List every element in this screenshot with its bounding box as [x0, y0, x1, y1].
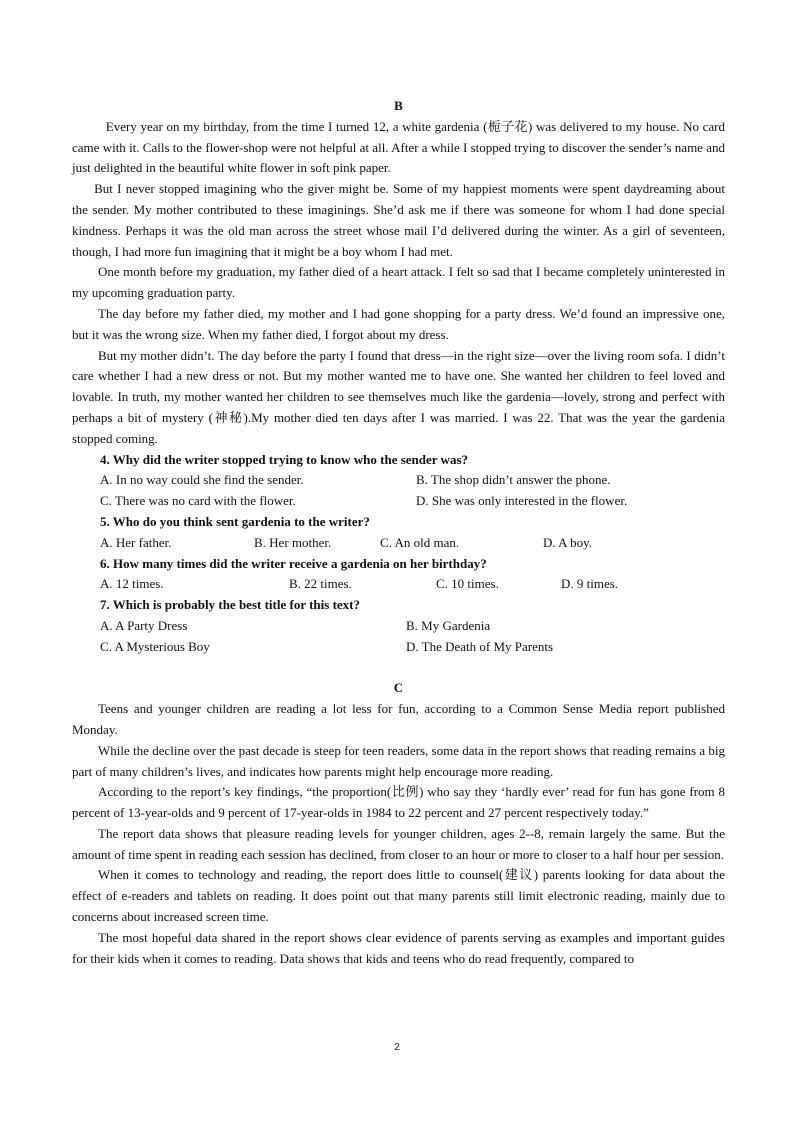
section-c-paragraph-3: According to the report’s key findings, “the proportion(比例) who say they ‘hardly ever’ read for fun has gone from 8 percent of 13-year-olds and 9 percent of 17-year-olds in 1984 to 22 percent and 27 percent respectively today.”: [72, 784, 725, 821]
question-4-options: [72, 470, 725, 512]
question-4-stem: 4. Why did the writer stopped trying to know who the sender was?: [100, 451, 469, 467]
question-7-options: [72, 616, 725, 658]
question-6-stem: 6. How many times did the writer receive a gardenia on her birthday?: [100, 555, 487, 571]
section-c-heading: C: [393, 680, 404, 696]
section-spacer: [72, 658, 725, 679]
section-c-paragraph-2: While the decline over the past decade is steep for teen readers, some data in the report shows that reading remains a big part of many children’s lives, and indicates how parents might help encourage more reading.: [72, 742, 725, 779]
question-7-stem: 7. Which is probably the best title for this text?: [100, 597, 361, 613]
question-7-option-a: A. A Party Dress: [100, 617, 188, 633]
section-c-paragraph-6: The most hopeful data shared in the report shows clear evidence of parents serving as examples and important guides for their kids when it comes to reading. Data shows that kids and teens who do read frequently, compared to: [72, 929, 725, 966]
section-b-paragraph-3: One month before my graduation, my father died of a heart attack. I felt so sad that I became completely uninterested in my upcoming graduation party.: [72, 264, 725, 301]
section-b-heading: B: [394, 98, 403, 113]
question-6-option-c: C. 10 times.: [436, 576, 499, 592]
question-7-option-c: C. A Mysterious Boy: [100, 638, 210, 654]
question-4-option-b: B. The shop didn’t answer the phone.: [416, 472, 611, 488]
question-4-option-a: A. In no way could she find the sender.: [100, 472, 304, 488]
section-b-paragraph-5: But my mother didn’t. The day before the party I found that dress—in the right size—over the living room sofa. I didn’t care whether I had a new dress or not. But my mother wanted me to have one. She wanted her children to feel loved and lovable. In truth, my mother wanted her children to see themselves much like the gardenia—lovely, strong and perfect with perhaps a bit of mystery (神秘).My mother died ten days after I was married. I was 22. That was the year the gardenia stopped coming.: [72, 347, 725, 446]
document-page: [72, 96, 725, 969]
question-5-option-d: D. A boy.: [543, 534, 592, 550]
question-5-stem: 5. Who do you think sent gardenia to the writer?: [100, 513, 370, 529]
section-c-paragraph-5: When it comes to technology and reading, the report does little to counsel(建议) parents looking for data about the effect of e-readers and tablets on reading. It does point out that many parents still limit electronic reading, mainly due to concerns about increased screen time.: [72, 867, 725, 925]
question-7-option-b: B. My Gardenia: [406, 617, 491, 633]
question-5-option-b: B. Her mother.: [254, 534, 332, 550]
page-number: 2: [394, 1042, 400, 1053]
section-c-paragraph-4: The report data shows that pleasure reading levels for younger children, ages 2--8, remain largely the same. But the amount of time spent in reading each session has declined, from closer to an hour or more to closer to a half hour per session.: [72, 825, 725, 862]
question-6-options: [72, 574, 725, 595]
question-6-option-d: D. 9 times.: [561, 576, 619, 592]
question-4-option-d: D. She was only interested in the flower.: [416, 493, 628, 509]
question-5-options: [72, 533, 725, 554]
question-6-option-b: B. 22 times.: [289, 576, 352, 592]
question-5-option-c: C. An old man.: [380, 534, 460, 550]
section-b-paragraph-1: Every year on my birthday, from the time I turned 12, a white gardenia (栀子花) was delivered to my house. No card came with it. Calls to the flower-shop were not helpful at all. After a while I stopped trying to discover the sender’s name and just delighted in the beautiful white flower in soft pink paper.: [72, 118, 725, 176]
question-7-option-d: D. The Death of My Parents: [406, 638, 554, 654]
question-4-option-c: C. There was no card with the flower.: [100, 493, 296, 509]
section-c-paragraph-1: Teens and younger children are reading a lot less for fun, according to a Common Sense Media report published Monday.: [72, 701, 725, 737]
question-5-option-a: A. Her father.: [100, 534, 172, 550]
section-b-paragraph-4: The day before my father died, my mother and I had gone shopping for a party dress. We’d found an impressive one, but it was the wrong size. When my father died, I forgot about my dress.: [72, 305, 725, 342]
question-6-option-a: A. 12 times.: [100, 576, 164, 592]
section-b-paragraph-2: But I never stopped imagining who the giver might be. Some of my happiest moments were spent daydreaming about the sender. My mother contributed to these imaginings. She’d ask me if there was someone for whom I had done special kindness. Perhaps it was the old man across the street whose mail I’d delivered during the winter. As a girl of seventeen, though, I had more fun imagining that it might be a boy whom I had met.: [72, 181, 725, 259]
